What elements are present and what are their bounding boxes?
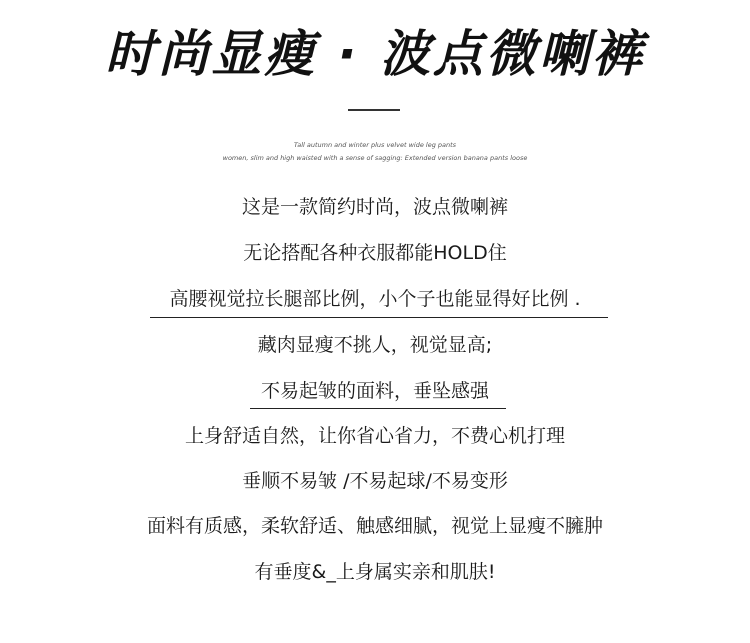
description-line-8: 面料有质感，柔软舒适、触感细腻，视觉上显瘦不臃肿 <box>146 515 603 537</box>
description-line-3: 高腰视觉拉长腿部比例，小个子也能显得好比例 . <box>169 288 581 310</box>
description-line-1: 这是一款简约时尚，波点微喇裤 <box>241 196 508 218</box>
description-line-4: 藏肉显瘦不挑人，视觉显高; <box>257 334 493 356</box>
page-title: 时尚显瘦 · 波点微喇裤 <box>105 25 645 83</box>
subtitle-english-line-2: women, slim and high waisted with a sense of sagging: Extended version banana pants loose <box>222 154 528 162</box>
description-line-9: 有垂度&_上身属实亲和肌肤! <box>254 561 496 583</box>
title-divider <box>348 109 400 111</box>
highlight-underline-2 <box>250 408 506 409</box>
highlight-underline-1 <box>150 317 608 318</box>
description-line-2: 无论搭配各种衣服都能HOLD住 <box>243 242 507 264</box>
description-line-6: 上身舒适自然，让你省心省力，不费心机打理 <box>184 425 565 447</box>
description-line-7: 垂顺不易皱 /不易起球/不易变形 <box>242 470 508 492</box>
description-line-5: 不易起皱的面料，垂坠感强 <box>260 380 489 402</box>
subtitle-english-line-1: Tall autumn and winter plus velvet wide leg pants <box>293 141 457 149</box>
